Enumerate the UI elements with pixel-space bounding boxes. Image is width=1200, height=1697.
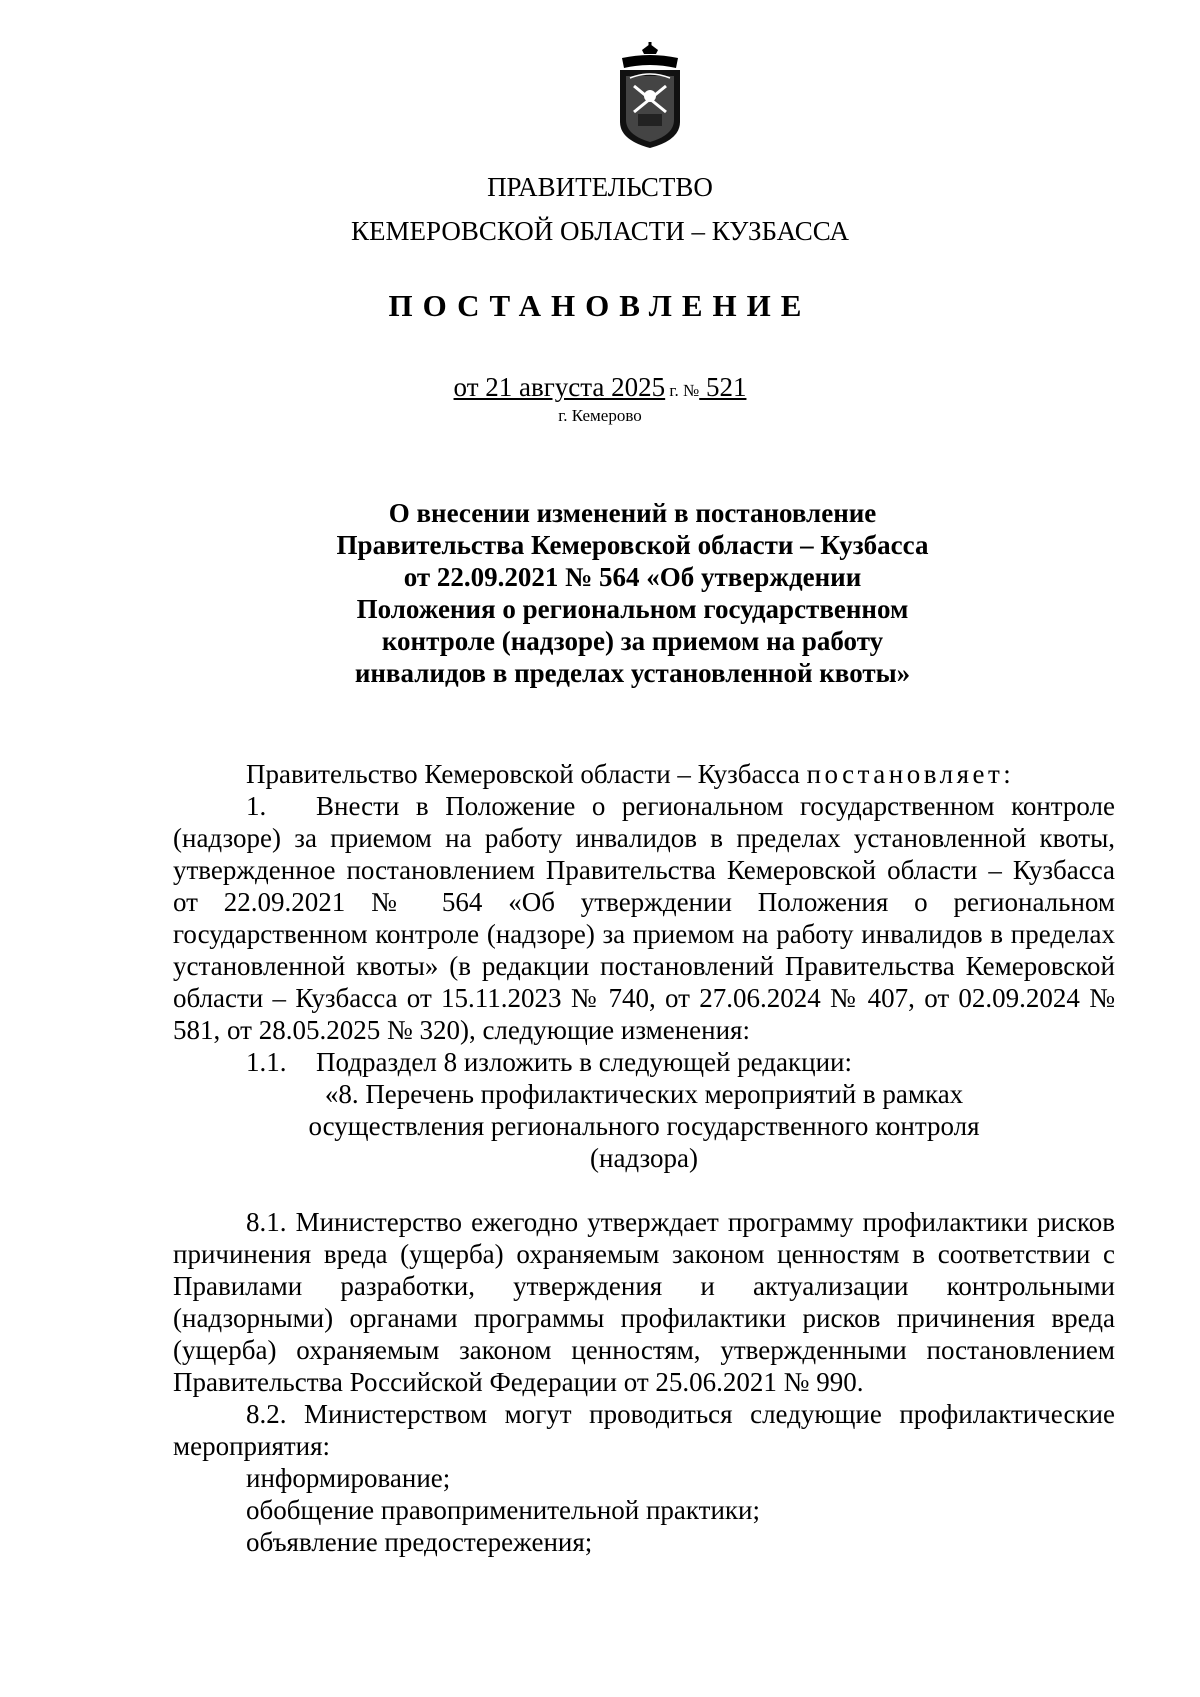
- title-line: контроле (надзоре) за приемом на работу: [381, 626, 884, 656]
- preamble: [173, 758, 1115, 790]
- org-name-line2: КЕМЕРОВСКОЙ ОБЛАСТИ – КУЗБАССА: [351, 216, 849, 246]
- paragraph-8-1: 8.1. Министерство ежегодно утверждает программу профилактики рисков причинения вреда (ущерба) охраняемым законом ценностям в соответствии с Правилами разработки, утверждения и актуализации контрольными (надзорными) органами программы профилактики рисков причинения вреда (ущерба) охраняемым законом ценностям, утвержденными постановлением Правительства Российской Федерации от 25.06.2021 № 990.: [173, 1207, 1115, 1397]
- document-date: от 21 августа 2025: [453, 372, 666, 402]
- list-item: объявление предостережения;: [246, 1527, 593, 1557]
- year-suffix: г.: [665, 381, 683, 400]
- paragraph-1-1-text: Подраздел 8 изложить в следующей редакции:: [316, 1047, 852, 1077]
- section-heading: «8. Перечень профилактических мероприятий в рамках осуществления регионального государственного контроля (надзора): [308, 1079, 980, 1173]
- paragraph-1-text: Внести в Положение о региональном государственном контроле (надзоре) за приемом на работу инвалидов в пределах установленной квоты, утвержденное постановлением Правительства Кемеровской области – Кузбасса от 22.09.2021 № 564 «Об утверждении Положения о региональном государственном контроле (надзоре) за приемом на работу инвалидов в пределах установленной квоты» (в редакции постановлений Правительства Кемеровской области – Кузбасса от 15.11.2023 № 740, от 27.06.2024 № 407, от 02.09.2024 № 581, от 28.05.2025 № 320), следующие изменения:: [173, 791, 1115, 1045]
- paragraph-1-1: [173, 1046, 1115, 1078]
- kemerovo-coat-of-arms-icon: [612, 42, 688, 150]
- number-sign: №: [682, 381, 700, 400]
- document-number: 521: [699, 372, 747, 402]
- preamble-keyword: постановляет:: [806, 759, 1015, 789]
- title-line: О внесении изменений в постановление: [388, 498, 877, 528]
- paragraph-8-2: 8.2. Министерством могут проводиться следующие профилактические мероприятия:: [173, 1399, 1115, 1461]
- title-line: Правительства Кемеровской области – Кузбасса: [336, 530, 929, 560]
- org-name-line1: ПРАВИТЕЛЬСТВО: [487, 172, 713, 202]
- title-line: инвалидов в пределах установленной квоты»: [354, 658, 911, 688]
- paragraph-1-number: 1.: [246, 791, 267, 821]
- list-item: обобщение правоприменительной практики;: [246, 1495, 760, 1525]
- city: г. Кемерово: [558, 406, 642, 425]
- title-line: от 22.09.2021 № 564 «Об утверждении: [403, 562, 862, 592]
- document-body: [173, 758, 1115, 1558]
- paragraph-1: [173, 790, 1115, 1046]
- document-title: [260, 497, 1005, 689]
- paragraph-1-1-number: 1.1.: [246, 1047, 287, 1077]
- title-line: Положения о региональном государственном: [356, 594, 909, 624]
- date-number-line: [0, 372, 1200, 403]
- preamble-text: Правительство Кемеровской области – Кузбасса: [246, 759, 807, 789]
- list-item: информирование;: [246, 1463, 451, 1493]
- document-type: ПОСТАНОВЛЕНИЕ: [388, 288, 812, 323]
